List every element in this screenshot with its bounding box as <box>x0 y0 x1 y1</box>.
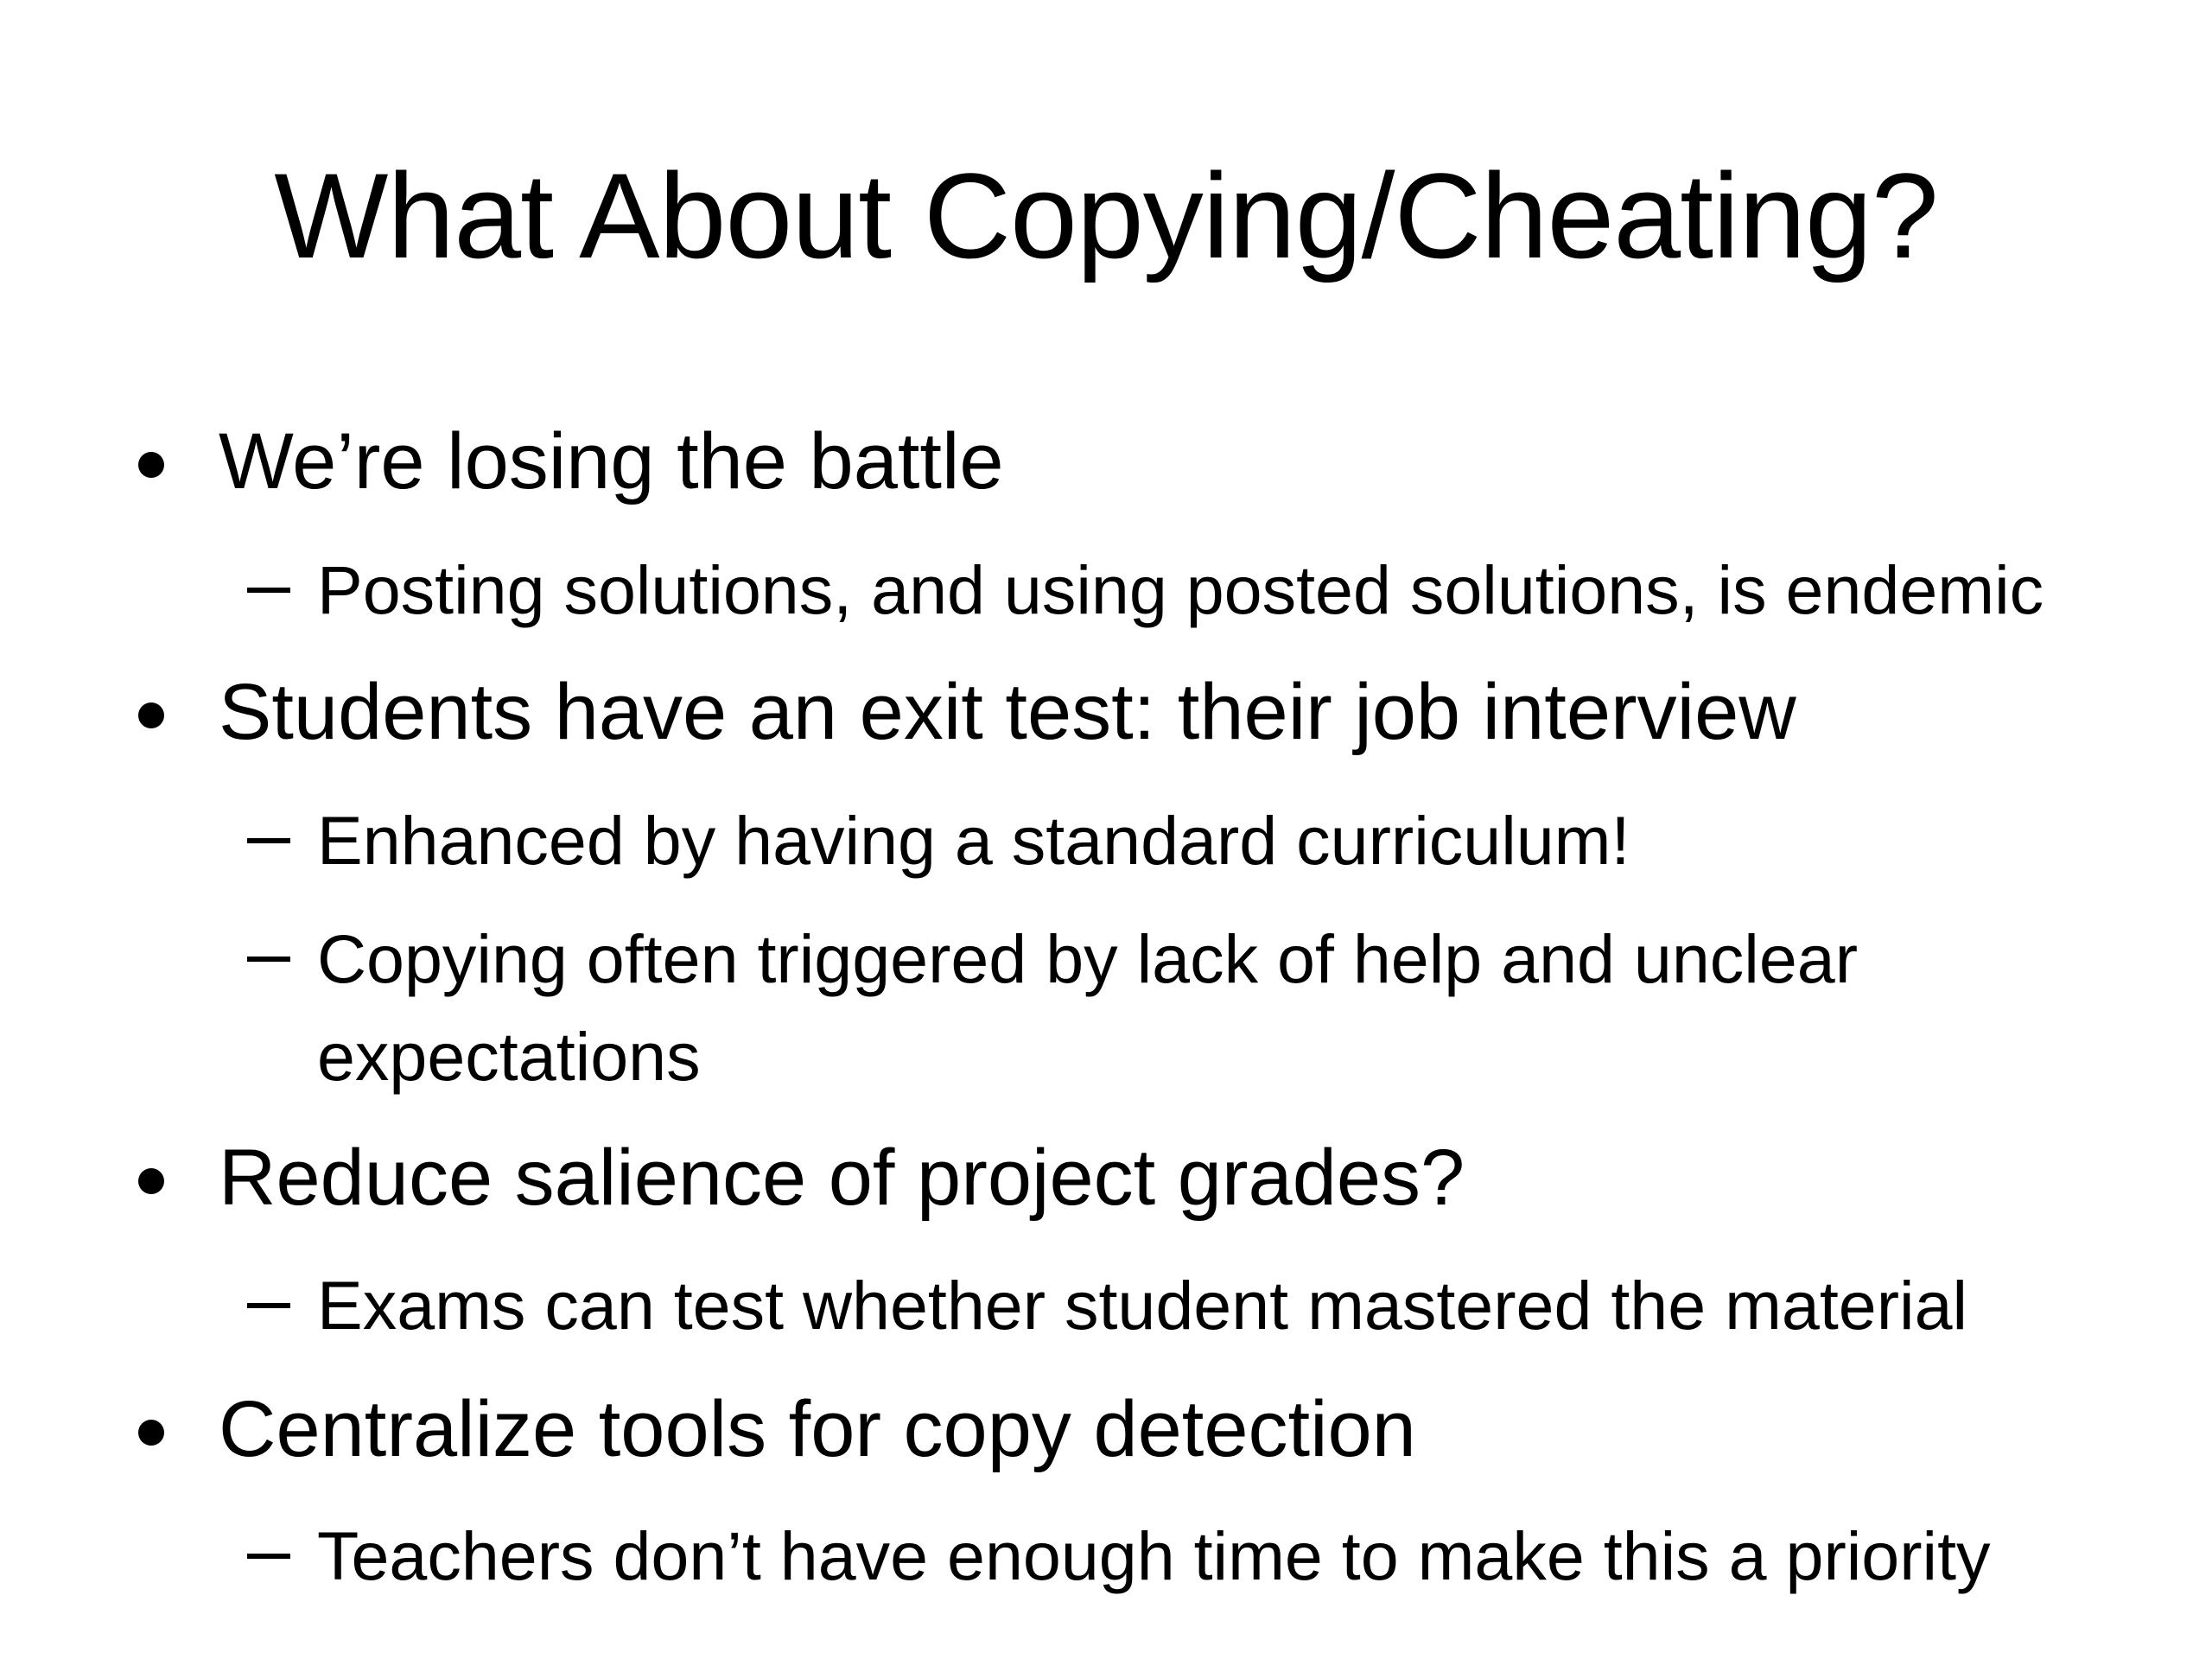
sub-item-2-2: Copying often triggered by lack of help and unclear <box>317 920 1859 997</box>
bullet-item-1: We’re losing the battle <box>219 417 1004 505</box>
sub-item-3-1: Exams can test whether student mastered the material <box>317 1267 1968 1344</box>
dash-icon <box>247 1554 290 1559</box>
sub-item-4-1: Teachers don’t have enough time to make this a priority <box>317 1517 1991 1594</box>
sub-item-1-1: Posting solutions, and using posted solutions, is endemic <box>317 551 2044 628</box>
bullet-dot-icon <box>138 1420 164 1446</box>
slide-title: What About Copying/Cheating? <box>274 148 1938 283</box>
bullet-item-3: Reduce salience of project grades? <box>219 1134 1465 1222</box>
bullet-dot-icon <box>138 1168 164 1194</box>
bullet-item-2: Students have an exit test: their job interview <box>219 668 1796 756</box>
bullet-dot-icon <box>138 452 164 478</box>
bullet-item-4: Centralize tools for copy detection <box>219 1385 1416 1473</box>
dash-icon <box>247 957 290 962</box>
dash-icon <box>247 588 290 593</box>
sub-item-2-2-continued: expectations <box>317 1018 701 1095</box>
dash-icon <box>247 838 290 843</box>
dash-icon <box>247 1303 290 1308</box>
bullet-dot-icon <box>138 702 164 728</box>
sub-item-2-1: Enhanced by having a standard curriculum! <box>317 802 1630 879</box>
